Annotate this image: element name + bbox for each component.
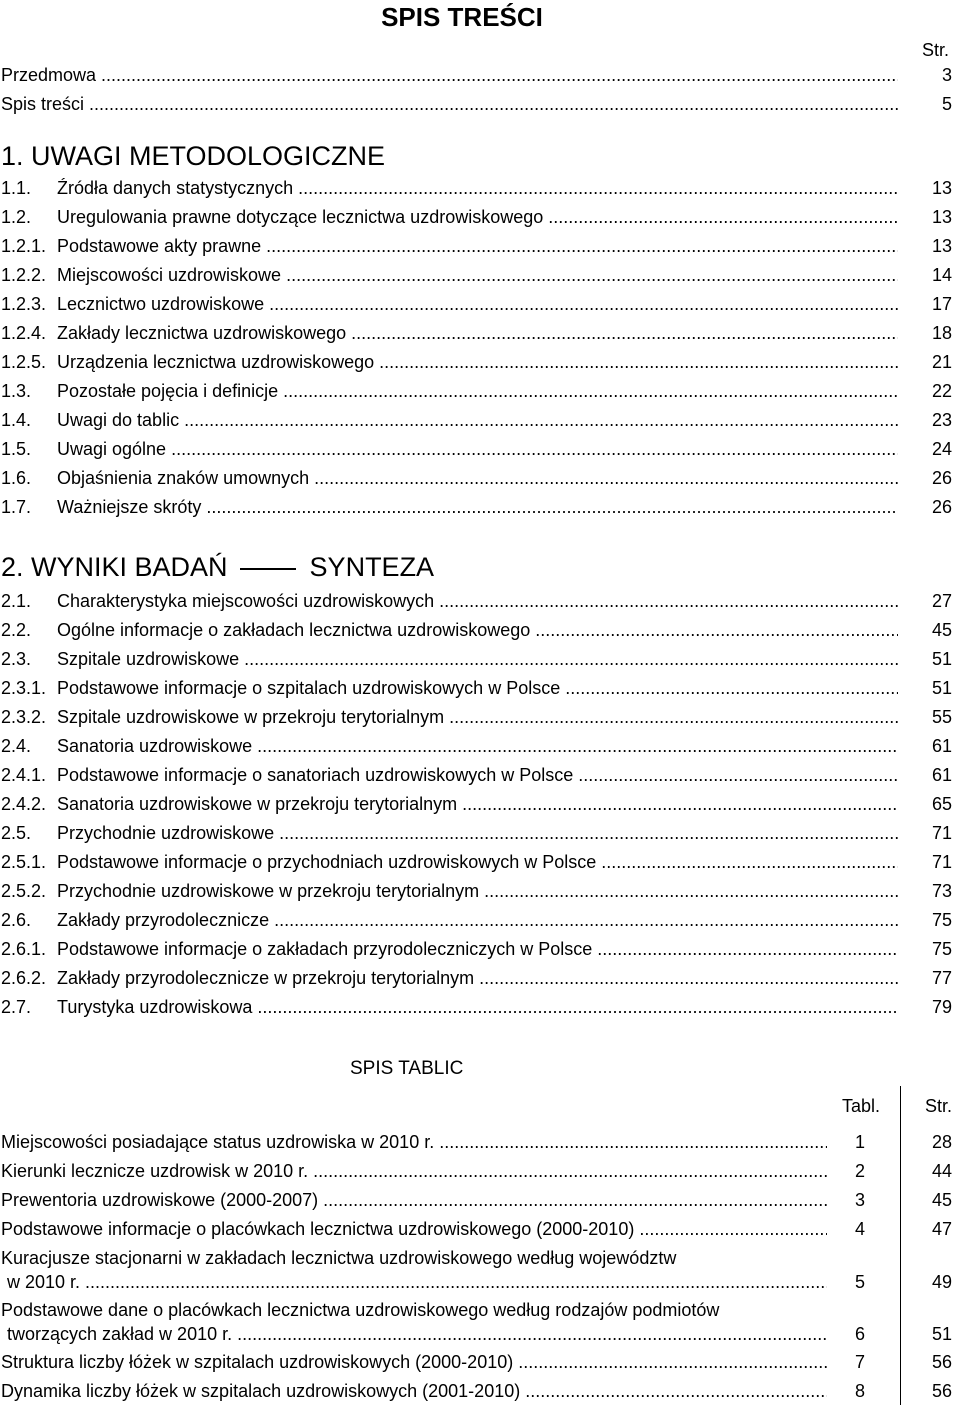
toc-entry-page: 51: [931, 678, 952, 698]
toc-entry-page: 61: [931, 736, 952, 756]
table-entry-page: 47: [931, 1219, 952, 1239]
toc-entry[interactable]: [0, 235, 960, 257]
toc-entry-label: [57, 909, 898, 931]
toc-entry-label-text: Charakterystyka miejscowości uzdrowiskowych: [57, 591, 435, 611]
toc-entry[interactable]: [0, 409, 960, 431]
toc-entry-number: 2.5.: [1, 823, 32, 843]
page-title: SPIS TREŚCI: [381, 2, 543, 32]
toc-entry-number: 2.5.1.: [1, 852, 47, 872]
toc-entry-label-text: Źródła danych statystycznych: [57, 178, 294, 198]
toc-entry-number: 1.2.4.: [1, 323, 47, 343]
toc-entry-page: 23: [931, 410, 952, 430]
toc-entry-page: 71: [931, 823, 952, 843]
toc-entry-page: 75: [931, 939, 952, 959]
table-entry-label-line2: [1, 1322, 827, 1346]
toc-entry[interactable]: [0, 677, 960, 699]
toc-entry-label: [57, 996, 898, 1018]
table-entry-number: 5: [854, 1272, 865, 1292]
heading-dash: [240, 568, 296, 570]
toc-entry-number: 1.2.5.: [1, 352, 47, 372]
table-entry-label: [1, 1246, 827, 1294]
table-entry-label-line2: [1, 1270, 827, 1294]
toc-entry-number: 2.5.2.: [1, 881, 47, 901]
toc-entry-page: 65: [931, 794, 952, 814]
toc-entry-page: 73: [931, 881, 952, 901]
toc-entry-label-text: Objaśnienia znaków umownych: [57, 468, 310, 488]
toc-entry-label-text: Turystyka uzdrowiskowa: [57, 997, 253, 1017]
toc-entry[interactable]: [0, 438, 960, 460]
table-entry-label-line1: [1, 1188, 827, 1212]
table-entry-page: 45: [931, 1190, 952, 1210]
toc-entry-label-text: Szpitale uzdrowiskowe w przekroju terytorialnym: [57, 707, 445, 727]
toc-entry-number: 2.7.: [1, 997, 32, 1017]
table-entry-label: [1, 1159, 827, 1183]
toc-entry-label-text: Uwagi ogólne: [57, 439, 167, 459]
toc-entry-page: 26: [931, 497, 952, 517]
table-entry-label-line1-text: Struktura liczby łóżek w szpitalach uzdrowiskowych (2000-2010): [1, 1352, 514, 1372]
toc-entry-label: [57, 409, 898, 431]
table-entry-label-line1: [1, 1159, 827, 1183]
toc-entry-page: 14: [931, 265, 952, 285]
toc-entry-number: 2.4.: [1, 736, 32, 756]
toc-entry-label-text: Uregulowania prawne dotyczące lecznictwa uzdrowiskowego: [57, 207, 544, 227]
column-divider: [900, 1086, 901, 1405]
toc-entry[interactable]: [0, 851, 960, 873]
toc-entry-label: [57, 177, 898, 199]
toc-entry-page: 79: [931, 997, 952, 1017]
toc-entry-page: 26: [931, 468, 952, 488]
toc-entry-label: [57, 938, 898, 960]
toc-entry-label: [57, 438, 898, 460]
toc-entry-label: [57, 735, 898, 757]
toc-entry-label: [1, 64, 898, 86]
toc-entry-label: [57, 677, 898, 699]
table-entry-page: 44: [931, 1161, 952, 1181]
toc-entry-page: 55: [931, 707, 952, 727]
toc-entry-label-text: Ogólne informacje o zakładach lecznictwa uzdrowiskowego: [57, 620, 531, 640]
table-entry-number: 8: [854, 1381, 865, 1401]
toc-entry-page: 13: [931, 207, 952, 227]
toc-entry-label: [57, 967, 898, 989]
toc-entry-label-text: Podstawowe informacje o zakładach przyrodoleczniczych w Polsce: [57, 939, 593, 959]
table-entry-label: [1, 1298, 827, 1346]
toc-entry[interactable]: [0, 619, 960, 641]
table-entry-label-line1-text: Podstawowe informacje o placówkach lecznictwa uzdrowiskowego (2000-2010): [1, 1219, 635, 1239]
toc-entry-label-text: Przychodnie uzdrowiskowe: [57, 823, 275, 843]
toc-entry[interactable]: [0, 590, 960, 612]
table-entry-label: [1, 1350, 827, 1374]
toc-entry-page: 71: [931, 852, 952, 872]
toc-entry-label: [57, 206, 898, 228]
toc-entry-label-text: Zakłady przyrodolecznicze w przekroju terytorialnym: [57, 968, 475, 988]
table-entry-label-line2-text: tworzących zakład w 2010 r.: [7, 1324, 233, 1344]
toc-entry-label: [57, 322, 898, 344]
table-entry-label: [1, 1379, 827, 1403]
toc-entry-number: 2.2.: [1, 620, 32, 640]
toc-entry-page: 51: [931, 649, 952, 669]
toc-entry-page: 27: [931, 591, 952, 611]
toc-entry-label-text: Pozostałe pojęcia i definicje: [57, 381, 279, 401]
table-entry-page: 51: [931, 1324, 952, 1344]
table-entry-number: 1: [854, 1132, 865, 1152]
toc-entry-number: 2.4.1.: [1, 765, 47, 785]
table-entry-page: 56: [931, 1352, 952, 1372]
toc-entry-page: 5: [941, 94, 952, 114]
toc-entry-number: 1.6.: [1, 468, 32, 488]
toc-entry-number: 2.6.: [1, 910, 32, 930]
toc-entry-label: [57, 706, 898, 728]
toc-entry[interactable]: [0, 322, 960, 344]
toc-entry[interactable]: [0, 648, 960, 670]
toc-entry-label: [57, 648, 898, 670]
table-entry-label: [1, 1188, 827, 1212]
table-entry-page: 28: [931, 1132, 952, 1152]
toc-entry[interactable]: [0, 909, 960, 931]
tables-heading: SPIS TABLIC: [350, 1058, 464, 1079]
toc-entry-label-text: Lecznictwo uzdrowiskowe: [57, 294, 265, 314]
toc-entry[interactable]: [0, 706, 960, 728]
toc-entry-label-text: Przedmowa: [1, 65, 97, 85]
table-entry-number: 4: [854, 1219, 865, 1239]
table-entry-label-line1-text: Dynamika liczby łóżek w szpitalach uzdrowiskowych (2001-2010): [1, 1381, 521, 1401]
toc-entry-number: 2.3.1.: [1, 678, 47, 698]
toc-entry[interactable]: [0, 764, 960, 786]
table-entry-label-line2-text: w 2010 r.: [7, 1272, 81, 1292]
toc-entry-label-text: Podstawowe informacje o szpitalach uzdrowiskowych w Polsce: [57, 678, 561, 698]
toc-entry-number: 2.6.1.: [1, 939, 47, 959]
toc-entry[interactable]: [0, 206, 960, 228]
table-entry-label-line1: [1, 1379, 827, 1403]
toc-entry-label-text: Spis treści: [1, 94, 85, 114]
tables-column-tabl: Tabl.: [842, 1096, 881, 1116]
toc-entry-number: 2.3.: [1, 649, 32, 669]
toc-entry-page: 75: [931, 910, 952, 930]
toc-entry-label-text: Zakłady przyrodolecznicze: [57, 910, 270, 930]
toc-entry[interactable]: [0, 996, 960, 1018]
toc-entry[interactable]: [0, 822, 960, 844]
toc-entry-number: 1.2.3.: [1, 294, 47, 314]
toc-entry-label-text: Przychodnie uzdrowiskowe w przekroju terytorialnym: [57, 881, 480, 901]
toc-entry-label: [57, 467, 898, 489]
toc-entry-label-text: Uwagi do tablic: [57, 410, 180, 430]
toc-entry[interactable]: [0, 938, 960, 960]
toc-entry-label: [57, 496, 898, 518]
toc-entry[interactable]: [0, 735, 960, 757]
section-2-heading-main: 2. WYNIKI BADAŃ: [1, 552, 228, 582]
toc-entry-page: 22: [931, 381, 952, 401]
toc-entry-label-text: Ważniejsze skróty: [57, 497, 202, 517]
toc-entry-number: 1.1.: [1, 178, 32, 198]
toc-entry-number: 1.5.: [1, 439, 32, 459]
toc-entry-label: [57, 851, 898, 873]
toc-entry-number: 2.3.2.: [1, 707, 47, 727]
toc-entry-number: 1.2.2.: [1, 265, 47, 285]
toc-entry[interactable]: [0, 967, 960, 989]
toc-entry[interactable]: [0, 880, 960, 902]
toc-entry-label-text: Urządzenia lecznictwa uzdrowiskowego: [57, 352, 375, 372]
table-entry-label: [1, 1130, 827, 1154]
toc-entry-page: 18: [931, 323, 952, 343]
table-entry-label-line1: [1, 1130, 827, 1154]
toc-entry-label-text: Sanatoria uzdrowiskowe w przekroju terytorialnym: [57, 794, 458, 814]
table-entry-label-line1: Kuracjusze stacjonarni w zakładach lecznictwa uzdrowiskowego według województw: [1, 1248, 677, 1268]
toc-entry-label: [57, 380, 898, 402]
toc-entry-label-text: Miejscowości uzdrowiskowe: [57, 265, 282, 285]
tables-column-str: Str.: [924, 1096, 952, 1116]
toc-entry[interactable]: [0, 264, 960, 286]
toc-entry-label-text: Podstawowe informacje o przychodniach uzdrowiskowych w Polsce: [57, 852, 597, 872]
toc-entry-page: 13: [931, 178, 952, 198]
table-entry-label-line1-text: Miejscowości posiadające status uzdrowiska w 2010 r.: [1, 1132, 435, 1152]
toc-entry-page: 17: [931, 294, 952, 314]
toc-entry-label-text: Szpitale uzdrowiskowe: [57, 649, 240, 669]
table-entry-label-line1: [1, 1350, 827, 1374]
table-entry-page: 49: [931, 1272, 952, 1292]
toc-entry-label-text: Podstawowe informacje o sanatoriach uzdrowiskowych w Polsce: [57, 765, 574, 785]
toc-entry-page: 3: [941, 65, 952, 85]
table-entry-number: 6: [854, 1324, 865, 1344]
section-1-heading: 1. UWAGI METODOLOGICZNE: [1, 141, 386, 171]
toc-entry-label: [57, 590, 898, 612]
toc-entry[interactable]: [0, 380, 960, 402]
table-entry-label-line1-text: Kierunki lecznicze uzdrowisk w 2010 r.: [1, 1161, 309, 1181]
table-entry-label-line1-text: Prewentoria uzdrowiskowe (2000-2007): [1, 1190, 319, 1210]
toc-entry-number: 1.2.1.: [1, 236, 47, 256]
table-entry-page: 56: [931, 1381, 952, 1401]
toc-entry-label: [57, 764, 898, 786]
toc-entry-label: [57, 880, 898, 902]
toc-entry[interactable]: [0, 64, 960, 86]
toc-entry-page: 77: [931, 968, 952, 988]
toc-entry-page: 13: [931, 236, 952, 256]
toc-entry-label: [1, 93, 898, 115]
toc-entry[interactable]: [0, 177, 960, 199]
toc-entry[interactable]: [0, 793, 960, 815]
toc-entry-label-text: Podstawowe akty prawne: [57, 236, 262, 256]
toc-entry-page: 24: [931, 439, 952, 459]
section-2-heading: [1, 551, 434, 583]
toc-entry-label: [57, 293, 898, 315]
page-column-label: Str.: [921, 40, 949, 60]
toc-entry-label: [57, 619, 898, 641]
toc-entry-label-text: Sanatoria uzdrowiskowe: [57, 736, 253, 756]
table-entry-label: [1, 1217, 827, 1241]
toc-entry-number: 1.4.: [1, 410, 32, 430]
toc-entry[interactable]: [0, 496, 960, 518]
table-entry-number: 7: [854, 1352, 865, 1372]
table-entry-number: 2: [854, 1161, 865, 1181]
toc-entry[interactable]: [0, 467, 960, 489]
toc-entry-label-text: Zakłady lecznictwa uzdrowiskowego: [57, 323, 347, 343]
toc-entry-label: [57, 822, 898, 844]
toc-entry-number: 2.6.2.: [1, 968, 47, 988]
section-2-heading-sub: SYNTEZA: [309, 552, 435, 582]
toc-entry-page: 45: [931, 620, 952, 640]
toc-entry-number: 2.4.2.: [1, 794, 47, 814]
toc-entry-number: 1.7.: [1, 497, 32, 517]
toc-entry[interactable]: [0, 351, 960, 373]
toc-entry-label: [57, 351, 898, 373]
toc-entry[interactable]: [0, 293, 960, 315]
toc-entry-number: 1.3.: [1, 381, 32, 401]
toc-entry-page: 21: [931, 352, 952, 372]
table-entry-label-line1: [1, 1217, 827, 1241]
toc-entry-number: 2.1.: [1, 591, 32, 611]
table-entry-number: 3: [854, 1190, 865, 1210]
toc-entry[interactable]: [0, 93, 960, 115]
table-entry-label-line1: Podstawowe dane o placówkach lecznictwa uzdrowiskowego według rodzajów podmiotów: [1, 1300, 720, 1320]
toc-entry-label: [57, 235, 898, 257]
toc-entry-label: [57, 793, 898, 815]
toc-entry-page: 61: [931, 765, 952, 785]
toc-entry-number: 1.2.: [1, 207, 32, 227]
toc-entry-label: [57, 264, 898, 286]
